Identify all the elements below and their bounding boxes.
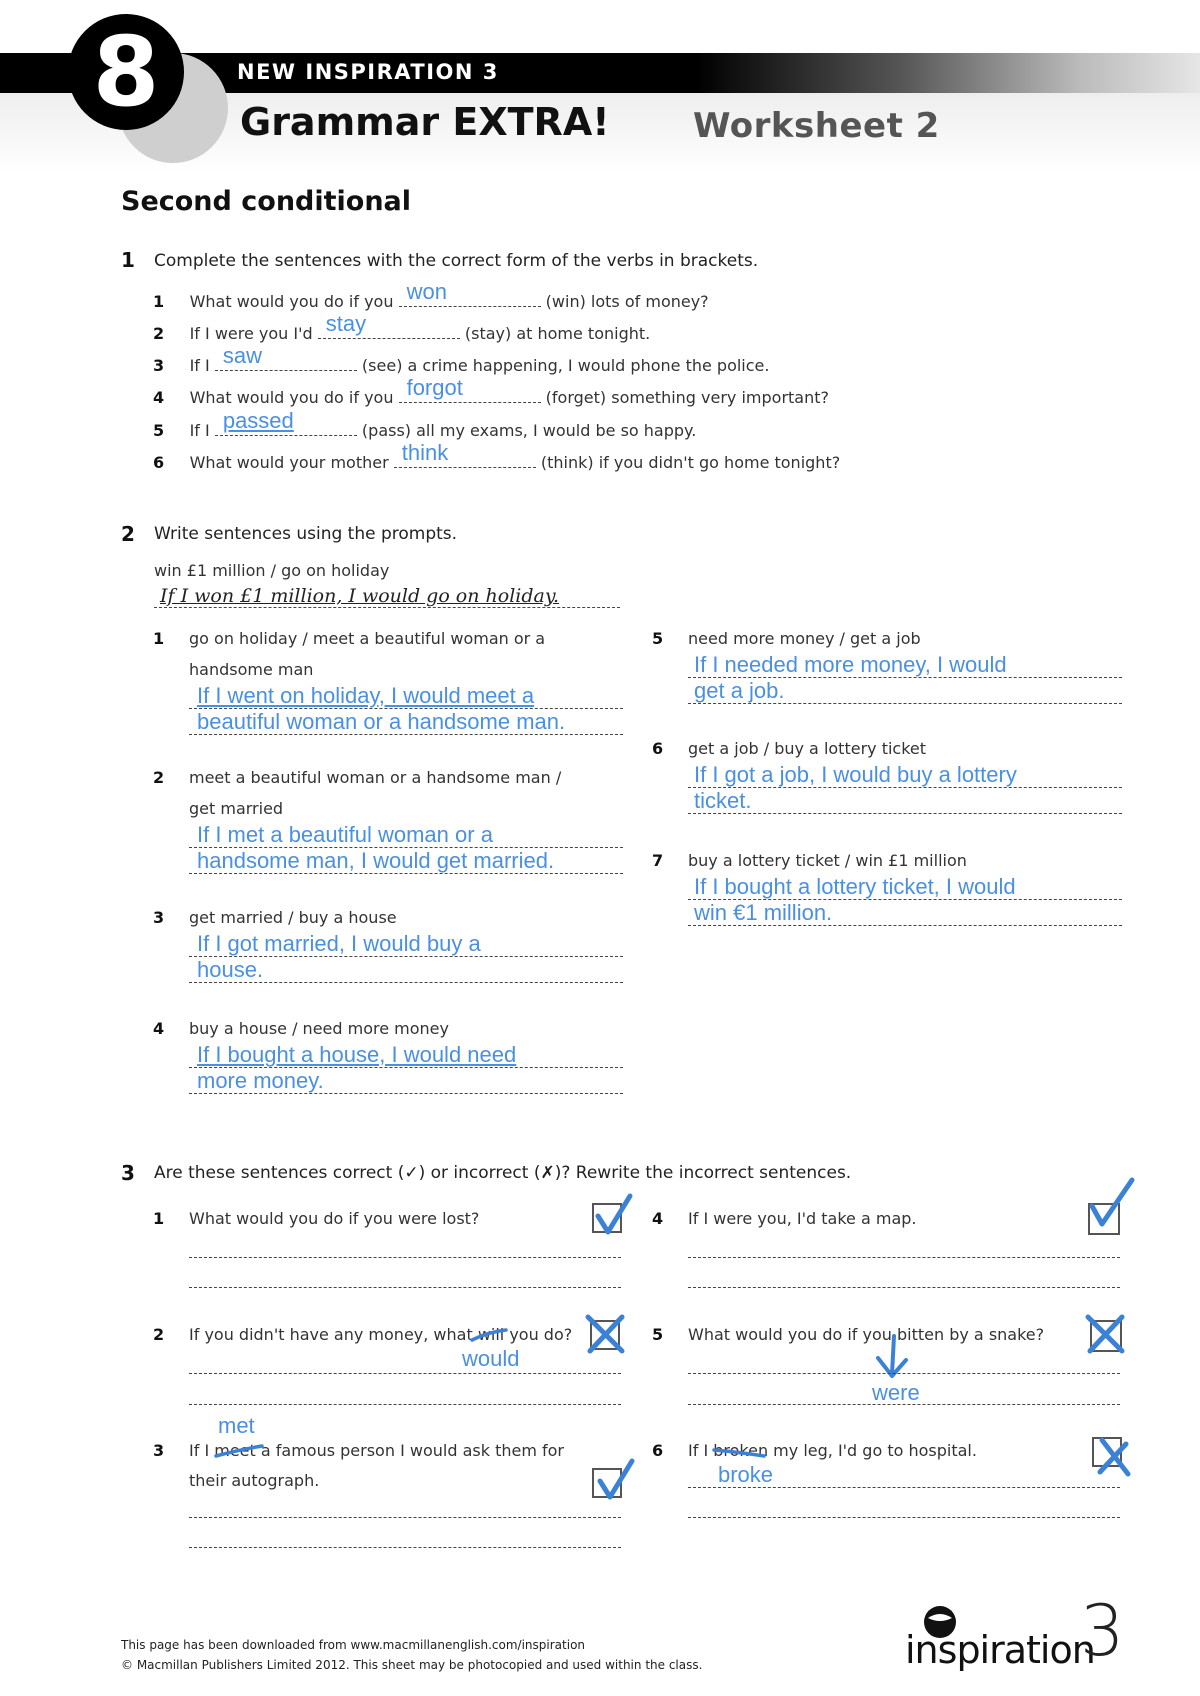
rewrite-line[interactable] [189,1547,621,1548]
item-text-before: If I [189,421,210,440]
item-number: 5 [652,629,664,648]
item-text-after: (win) lots of money? [545,292,709,311]
rewrite-line[interactable] [688,1517,1120,1518]
ex1-item-6 [153,440,841,472]
ex2-item-3 [153,908,623,983]
handwritten-answer: win €1 million. [694,900,833,925]
exercise-2-number: 2 [121,522,135,546]
cross-icon [1084,1313,1128,1357]
handwritten-answer: passed [222,408,294,433]
item-prompt: buy a house / need more money [189,1019,449,1038]
item-number: 3 [153,908,165,927]
rewrite-line[interactable] [189,1404,621,1405]
ex2-item-4 [153,1019,623,1094]
ex2-item-2 [153,768,623,874]
item-text-before: If I were you I'd [189,324,313,343]
item-sentence: If I meet a famous person I would ask them for [189,1441,564,1460]
answer-line[interactable] [189,1042,623,1068]
item-number: 6 [652,739,664,758]
handwritten-correction: were [872,1380,920,1405]
rewrite-line[interactable] [189,1517,621,1518]
handwritten-answer: ticket. [694,788,752,813]
worksheet-label: Worksheet 2 [693,106,940,146]
answer-line[interactable] [688,678,1122,704]
ex2-item-1 [153,629,623,735]
item-number: 4 [153,388,165,407]
handwritten-correction: would [462,1346,520,1371]
item-sentence: If I broken my leg, I'd go to hospital. [688,1441,977,1460]
answer-line[interactable] [189,931,623,957]
item-number: 1 [153,292,165,311]
exercise-2-instruction: Write sentences using the prompts. [154,524,458,544]
rewrite-line[interactable] [189,1257,621,1258]
ex1-item-4 [153,375,830,407]
rewrite-line[interactable] [688,1404,1120,1405]
item-text-before: What would you do if you [189,388,394,407]
footer-copyright: © Macmillan Publishers Limited 2012. This sheet may be photocopied and used within the class. [121,1658,703,1672]
item-number: 4 [153,1019,165,1038]
handwritten-answer: house. [197,957,264,982]
handwritten-answer: won [406,279,447,304]
ex2-item-6 [652,739,1122,814]
item-prompt-cont: get married [189,799,284,818]
item-number: 3 [153,356,165,375]
answer-line[interactable] [688,762,1122,788]
item-sentence: What would you do if you bitten by a snake? [688,1325,1045,1344]
handwritten-answer: get a job. [694,678,785,703]
inspiration-logo-word: inspiration [905,1628,1095,1672]
handwritten-answer: stay [325,311,367,336]
ex2-example-prompt: win £1 million / go on holiday [154,561,390,580]
handwritten-correction: broke [718,1462,774,1487]
item-text-after: (pass) all my exams, I would be so happy. [361,421,697,440]
cross-icon [1088,1436,1132,1480]
item-prompt: go on holiday / meet a beautiful woman or a [189,629,546,648]
exercise-1-instruction: Complete the sentences with the correct form of the verbs in brackets. [154,251,759,271]
handwritten-answer: more money. [197,1068,324,1093]
answer-line[interactable] [189,848,623,874]
rewrite-line[interactable] [688,1287,1120,1288]
answer-line[interactable] [189,1068,623,1094]
strikethrough-icon [470,1326,510,1346]
item-sentence-cont: their autograph. [189,1471,320,1490]
answer-blank[interactable] [318,311,460,339]
ex3-item-6 [652,1441,977,1460]
page-title: Grammar EXTRA! [240,100,610,144]
answer-line[interactable] [688,874,1122,900]
item-number: 7 [652,851,664,870]
ex3-item-3 [153,1441,564,1460]
item-number: 5 [153,421,165,440]
handwritten-correction: met [218,1413,255,1438]
answer-blank[interactable] [399,279,541,307]
ex3-item-2 [153,1325,573,1344]
handwritten-answer: beautiful woman or a handsome man. [197,709,566,734]
unit-number-badge: 8 [68,14,184,130]
handwritten-answer: forgot [406,375,463,400]
series-name: NEW INSPIRATION 3 [237,60,499,84]
answer-line[interactable] [189,822,623,848]
item-sentence: What would you do if you were lost? [189,1209,480,1228]
ex1-item-3 [153,343,770,375]
strikethrough-icon [712,1444,768,1460]
item-text-before: What would you do if you [189,292,394,311]
item-number: 6 [153,453,165,472]
item-number: 2 [153,324,165,343]
item-number: 4 [652,1209,664,1228]
ex3-item-5 [652,1325,1045,1344]
item-prompt-cont: handsome man [189,660,314,679]
item-text-after: (think) if you didn't go home tonight? [540,453,841,472]
rewrite-line[interactable] [688,1257,1120,1258]
item-number: 6 [652,1441,664,1460]
ex1-item-5 [153,408,697,440]
handwritten-answer: If I got a job, I would buy a lottery [694,762,1017,787]
item-number: 2 [153,768,165,787]
handwritten-answer: think [401,440,449,465]
answer-blank[interactable] [394,440,536,468]
ex3-item-1 [153,1209,480,1228]
strikethrough-icon [214,1440,266,1462]
exercise-1-number: 1 [121,248,135,272]
ex2-example-line [154,607,620,608]
rewrite-line[interactable] [189,1287,621,1288]
answer-line[interactable] [688,652,1122,678]
item-number: 5 [652,1325,664,1344]
rewrite-line[interactable] [189,1373,621,1374]
item-prompt: need more money / get a job [688,629,921,648]
exercise-3-number: 3 [121,1161,135,1185]
inspiration-logo-number: 3 [1080,1590,1125,1672]
item-text-before: If I [189,356,210,375]
answer-blank[interactable] [215,343,357,371]
cross-icon [584,1313,628,1357]
handwritten-answer: handsome man, I would get married. [197,848,555,873]
item-prompt: get a job / buy a lottery ticket [688,739,927,758]
footer-download-note: This page has been downloaded from www.macmillanenglish.com/inspiration [121,1638,586,1652]
handwritten-answer: If I bought a house, I would need [197,1042,517,1067]
handwritten-answer: If I bought a lottery ticket, I would [694,874,1016,899]
answer-blank[interactable] [399,375,541,403]
answer-line[interactable] [189,957,623,983]
checkmark-icon [592,1455,642,1505]
item-number: 1 [153,1209,165,1228]
item-text-before: What would your mother [189,453,389,472]
ex3-item-4 [652,1209,917,1228]
handwritten-answer: If I needed more money, I would [694,652,1007,677]
item-prompt: get married / buy a house [189,908,397,927]
answer-line[interactable] [688,900,1122,926]
ex2-example-answer: If I won £1 million, I would go on holiday. [160,585,560,607]
handwritten-answer: If I met a beautiful woman or a [197,822,493,847]
handwritten-answer: saw [222,343,262,368]
section-title: Second conditional [121,186,412,217]
item-prompt: meet a beautiful woman or a handsome man / [189,768,562,787]
answer-line[interactable] [688,788,1122,814]
item-number: 2 [153,1325,165,1344]
item-sentence: If I were you, I'd take a map. [688,1209,917,1228]
answer-line[interactable] [189,683,623,709]
rewrite-line[interactable] [688,1487,1120,1488]
ex1-item-1 [153,279,709,311]
item-text-after: (forget) something very important? [545,388,830,407]
rewrite-line[interactable] [688,1373,1120,1374]
ex1-item-2 [153,311,651,343]
item-number: 1 [153,629,165,648]
handwritten-answer: If I went on holiday, I would meet a [197,683,535,708]
checkmark-icon [590,1190,640,1240]
answer-blank[interactable] [215,408,357,436]
item-text-after: (see) a crime happening, I would phone the police. [361,356,770,375]
exercise-3-instruction: Are these sentences correct (✓) or incorrect (✗)? Rewrite the incorrect sentences. [154,1163,852,1183]
item-text-after: (stay) at home tonight. [464,324,651,343]
answer-line[interactable] [189,709,623,735]
item-sentence: If you didn't have any money, what will you do? [189,1325,573,1344]
checkmark-icon [1086,1176,1136,1232]
ex2-item-7 [652,851,1122,926]
ex2-item-5 [652,629,1122,704]
item-prompt: buy a lottery ticket / win £1 million [688,851,967,870]
handwritten-answer: If I got married, I would buy a [197,931,481,956]
item-number: 3 [153,1441,165,1460]
